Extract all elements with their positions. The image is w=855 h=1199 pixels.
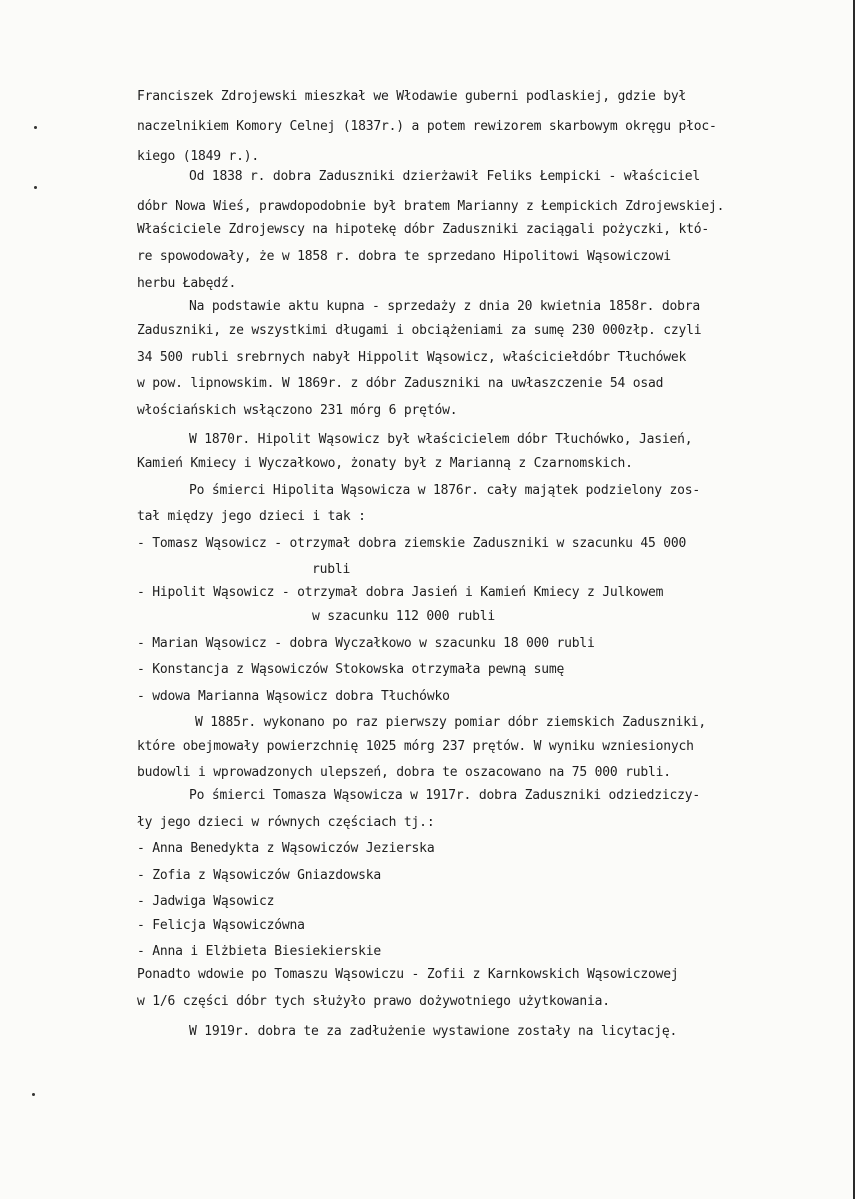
text-line: Po śmierci Hipolita Wąsowicza w 1876r. cały majątek podzielony zos- — [189, 483, 700, 498]
text-line: tał między jego dzieci i tak : — [137, 509, 366, 524]
text-line: - Jadwiga Wąsowicz — [137, 894, 275, 909]
text-line: Właściciele Zdrojewscy na hipotekę dóbr Zaduszniki zaciągali pożyczki, któ- — [137, 222, 709, 237]
text-line: - Felicja Wąsowiczówna — [137, 918, 305, 933]
text-line: rubli — [312, 562, 351, 577]
text-line: - Hipolit Wąsowicz - otrzymał dobra Jasień i Kamień Kmiecy z Julkowem — [137, 585, 664, 600]
text-line: naczelnikiem Komory Celnej (1837r.) a potem rewizorem skarbowym okręgu płoc- — [137, 119, 717, 134]
text-line: w pow. lipnowskim. W 1869r. z dóbr Zaduszniki na uwłaszczenie 54 osad — [137, 376, 664, 391]
text-line: herbu Łabędź. — [137, 276, 237, 291]
text-line: - Zofia z Wąsowiczów Gniazdowska — [137, 868, 382, 883]
text-line: Zaduszniki, ze wszystkimi długami i obciążeniami za sumę 230 000złp. czyli — [137, 323, 702, 338]
text-line: - wdowa Marianna Wąsowicz dobra Tłuchówko — [137, 689, 450, 704]
text-line: włościańskich wsłączono 231 mórg 6 prętów. — [137, 403, 458, 418]
text-line: - Marian Wąsowicz - dobra Wyczałkowo w szacunku 18 000 rubli — [137, 636, 595, 651]
text-line: W 1870r. Hipolit Wąsowicz był właścicielem dóbr Tłuchówko, Jasień, — [189, 432, 693, 447]
text-line: budowli i wprowadzonych ulepszeń, dobra te oszacowano na 75 000 rubli. — [137, 765, 671, 780]
text-line: Kamień Kmiecy i Wyczałkowo, żonaty był z Marianną z Czarnomskich. — [137, 456, 633, 471]
punch-mark-bottom — [32, 1093, 35, 1096]
text-line: - Tomasz Wąsowicz - otrzymał dobra ziemskie Zaduszniki w szacunku 45 000 — [137, 536, 687, 551]
text-line: Franciszek Zdrojewski mieszkał we Włodawie guberni podlaskiej, gdzie był — [137, 89, 687, 104]
text-line: które obejmowały powierzchnię 1025 mórg 237 prętów. W wyniku wzniesionych — [137, 739, 694, 754]
text-line: - Konstancja z Wąsowiczów Stokowska otrzymała pewną sumę — [137, 662, 565, 677]
text-line: dóbr Nowa Wieś, prawdopodobnie był bratem Marianny z Łempickich Zdrojewskiej. — [137, 199, 725, 214]
text-line: 34 500 rubli srebrnych nabył Hippolit Wąsowicz, właściciełdóbr Tłuchówek — [137, 350, 687, 365]
text-line: re spowodowały, że w 1858 r. dobra te sprzedano Hipolitowi Wąsowiczowi — [137, 249, 671, 264]
text-line: ły jego dzieci w równych częściach tj.: — [137, 815, 435, 830]
text-line: Na podstawie aktu kupna - sprzedaży z dnia 20 kwietnia 1858r. dobra — [189, 299, 700, 314]
text-line: Od 1838 r. dobra Zaduszniki dzierżawił Feliks Łempicki - właściciel — [189, 169, 700, 184]
text-line: W 1919r. dobra te za zadłużenie wystawione zostały na licytację. — [189, 1024, 678, 1039]
text-line: kiego (1849 r.). — [137, 149, 260, 164]
text-line: Po śmierci Tomasza Wąsowicza w 1917r. dobra Zaduszniki odziedziczy- — [189, 788, 700, 803]
punch-mark-top — [34, 126, 37, 129]
punch-mark-middle — [34, 186, 37, 189]
text-line: - Anna i Elżbieta Biesiekierskie — [137, 944, 382, 959]
text-line: w szacunku 112 000 rubli — [312, 609, 496, 624]
text-line: Ponadto wdowie po Tomaszu Wąsowiczu - Zofii z Karnkowskich Wąsowiczowej — [137, 967, 679, 982]
text-line: W 1885r. wykonano po raz pierwszy pomiar dóbr ziemskich Zaduszniki, — [195, 715, 706, 730]
text-line: w 1/6 części dóbr tych służyło prawo dożywotniego użytkowania. — [137, 994, 610, 1009]
text-line: - Anna Benedykta z Wąsowiczów Jezierska — [137, 841, 435, 856]
